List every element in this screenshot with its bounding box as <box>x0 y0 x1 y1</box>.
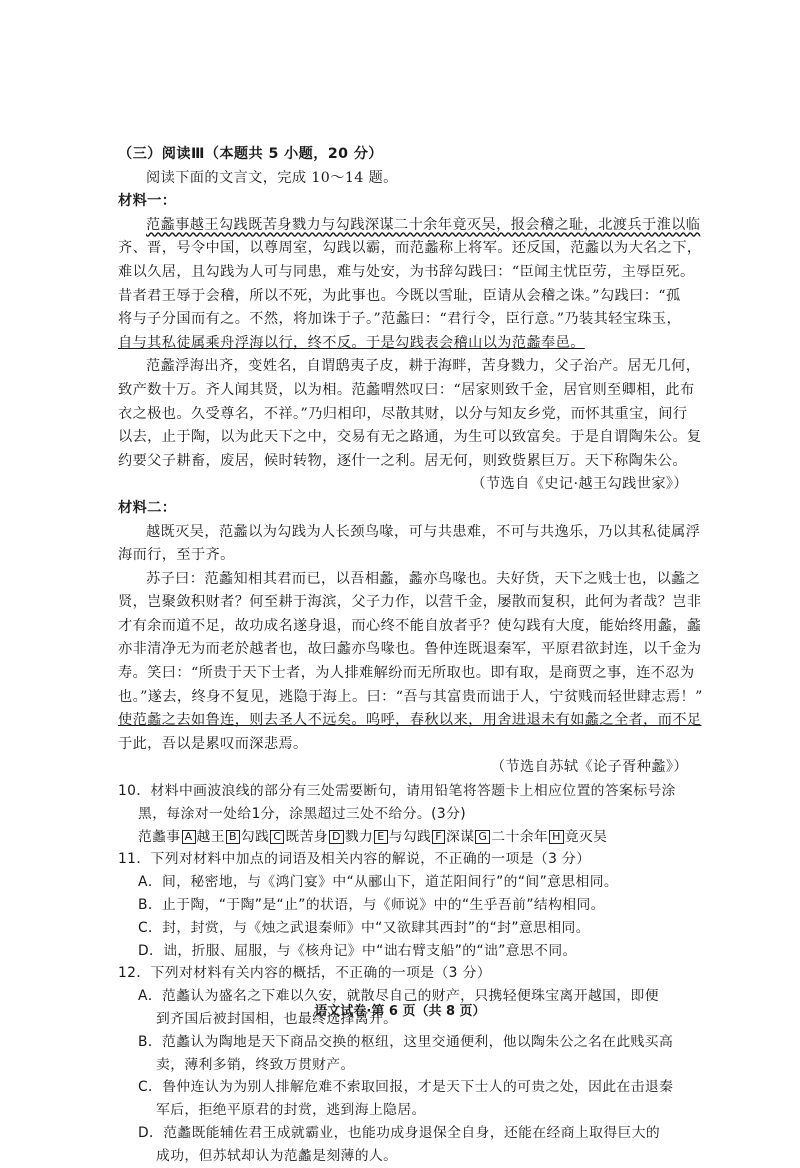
answer-label-box: F <box>432 830 445 844</box>
segment: 范蠡事 <box>138 828 181 845</box>
material2-line: 也。”遂去，终身不复见，逃隐于海上。曰：“吾与其富贵而诎于人，宁贫贱而轻世肆志焉！” <box>118 688 703 705</box>
question-12-option-cont: 成功，但苏轼却认为范蠡是刻薄的人。 <box>156 1147 398 1164</box>
material1-line: 难以久居，且勾践为人可与同患，难与处安，为书辞勾践曰：“臣闻主忧臣劳，主辱臣死。 <box>118 263 695 280</box>
question-12-option: D．范蠡既能辅佐君王成就霸业，也能功成身退保全自身，还能在经商上取得巨大的 <box>138 1124 661 1141</box>
material1-line: 范蠡浮海出齐，变姓名，自谓鸱夷子皮，耕于海畔，苦身戮力，父子治产。居无几何， <box>146 358 701 375</box>
material1-line: 以去，止于陶，以为此天下之中，交易有无之路通，为生可以致富矣。于是自谓陶朱公。复 <box>118 429 702 446</box>
material2-label: 材料二： <box>118 499 177 516</box>
section-title: （三）阅读Ⅲ（本题共 5 小题，20 分） <box>118 146 383 162</box>
segment: 二十余年 <box>491 828 549 845</box>
material2-source: （节选自苏轼《论子胥种蠡》） <box>490 759 688 776</box>
answer-label-box: B <box>226 830 240 844</box>
material2-line: 海而行，至于齐。 <box>118 547 235 564</box>
question-12-option-cont: 军后，拒绝平原君的封赏，逃到海上隐居。 <box>156 1102 426 1119</box>
segment: 竟灭吴 <box>564 828 608 845</box>
segment: 越王 <box>196 828 225 845</box>
segment: 与勾践 <box>388 828 432 845</box>
question-11-option: D．诎，折服、屈服，与《核舟记》中“诎右臂支船”的“诎”意思不同。 <box>138 942 577 959</box>
segment: 戮力 <box>344 828 374 845</box>
question-11-option: A．间，秘密地，与《鸿门宴》中“从郦山下，道芷阳间行”的“间”意思相同。 <box>138 874 619 891</box>
segment: 勾践 <box>240 828 270 845</box>
answer-label-box: E <box>374 830 387 844</box>
material2-line: 才有余而道不足，故功成名遂身退，而心终不能自放者乎？使勾践有大度，能始终用蠡，蠡 <box>118 617 702 634</box>
segment: 既苦身 <box>285 828 328 845</box>
answer-label-box: G <box>475 830 490 844</box>
material2-line: 贤，岂聚敛积财者？何至耕于海滨，父子力作，以营千金，屡散而复积，此何为者哉？岂非 <box>118 594 702 611</box>
material1-line: 约要父子耕畜，废居，候时转物，逐什一之利。居无何，则致赀累巨万。天下称陶朱公。 <box>118 452 687 469</box>
material1-label: 材料一： <box>118 193 177 210</box>
material1-line <box>118 214 701 238</box>
underlined-text: 自与其私徒属乘舟浮海以行，终不反。于是勾践表会稽山以为范蠡奉邑。 <box>118 334 585 351</box>
material1-line: 昔者君王辱于会稽，所以不死，为此事也。今既以雪耻，臣请从会稽之诛。”勾践曰：“孤 <box>118 287 681 304</box>
instructions: 阅读下面的文言文，完成 10～14 题。 <box>146 169 398 186</box>
question-10-stem: 10．材料中画波浪线的部分有三处需要断句，请用铅笔将答题卡上相应位置的答案标号涂 <box>118 783 676 800</box>
question-11-option: B．止于陶，“于陶”是“止”的状语，与《师说》中的“生乎吾前”结构相同。 <box>138 897 605 914</box>
material2-line: 亦非清净无为而老於越者也，故曰蠡亦鸟喙也。鲁仲连既退秦军，平原君欲封连，以千金为 <box>118 641 702 658</box>
question-12-option: A．范蠡认为盛名之下难以久安，就散尽自己的财产，只携轻便珠宝离开越国，即便 <box>138 988 659 1005</box>
material1-source: （节选自《史记·越王勾践世家》） <box>471 476 688 493</box>
question-12-stem: 12．下列对材料有关内容的概括，不正确的一项是（3 分） <box>118 965 492 982</box>
question-11-option: C．封，封赏，与《烛之武退秦师》中“又欲肆其西封”的“封”意思相同。 <box>138 919 590 936</box>
question-12-option-cont: 卖，薄利多销，终致万贯财产。 <box>156 1056 355 1073</box>
answer-label-box: D <box>329 830 344 844</box>
material1-line <box>118 332 698 356</box>
question-12-option: C．鲁仲连认为为别人排解危难不索取回报，才是天下士人的可贵之处，因此在击退秦 <box>138 1079 674 1096</box>
material2-line: 于此，吾以是累叹而深悲焉。 <box>118 735 308 752</box>
answer-label-box: C <box>270 830 284 844</box>
page-footer: 语文试卷·第 6 页（共 8 页） <box>314 1004 486 1019</box>
material1-line: 衣之极也。久受尊名，不祥。”乃归相印，尽散其财，以分与知友乡党，而怀其重宝，间行 <box>118 405 688 422</box>
underlined-text: 使范蠡之去如鲁连，则去圣人不远矣。呜呼，春秋以来，用舍进退未有如蠡之全者，而不足 <box>118 712 702 729</box>
wavy-underline-text: 范蠡事越王勾践既苦身戮力与勾践深谋二十余年竟灭吴，报会稽之耻，北渡兵于淮以临 <box>146 216 701 233</box>
material1-line: 齐、晋，号令中国，以尊周室，勾践以霸，而范蠡称上将军。还反国，范蠡以为大名之下， <box>118 240 702 257</box>
material2-line: 苏子曰：范蠡知相其君而已，以吾相蠡，蠡亦鸟喙也。夫好货，天下之贱士也，以蠡之 <box>146 570 701 587</box>
material2-line <box>118 709 702 733</box>
material1-line: 将与子分国而有之。不然，将加诛于子。”范蠡曰：“君行令，臣行意。”乃装其轻宝珠玉， <box>118 311 682 328</box>
question-12-option: B．范蠡认为陶地是天下商品交换的枢纽，这里交通便利，他以陶朱公之名在此贱买高 <box>138 1033 674 1050</box>
answer-label-box: H <box>549 830 564 844</box>
answer-label-box: A <box>182 830 196 844</box>
question-11-stem: 11．下列对材料中加点的词语及相关内容的解说，不正确的一项是（3 分） <box>118 851 591 868</box>
material2-line: 越既灭吴，范蠡以为勾践为人长颈鸟喙，可与共患难，不可与共逸乐，乃以其私徒属浮 <box>146 523 701 540</box>
segment: 深谋 <box>445 828 475 845</box>
question-12-option-cont: 到齐国后被封国相，也最终选择离开。 <box>156 1011 398 1027</box>
question-10-stem: 黑，每涂对一处给1分，涂黑超过三处不给分。(3分) <box>138 805 467 822</box>
question-10-segments <box>118 826 698 849</box>
material1-line: 致产数十万。齐人闻其贤，以为相。范蠡喟然叹曰：“居家则致千金，居官则至卿相，此布 <box>118 381 695 398</box>
material2-line: 寿。笑曰：“所贵于天下士者，为人排难解纷而无所取也。即有取，是商贾之事，连不忍为 <box>118 665 695 682</box>
